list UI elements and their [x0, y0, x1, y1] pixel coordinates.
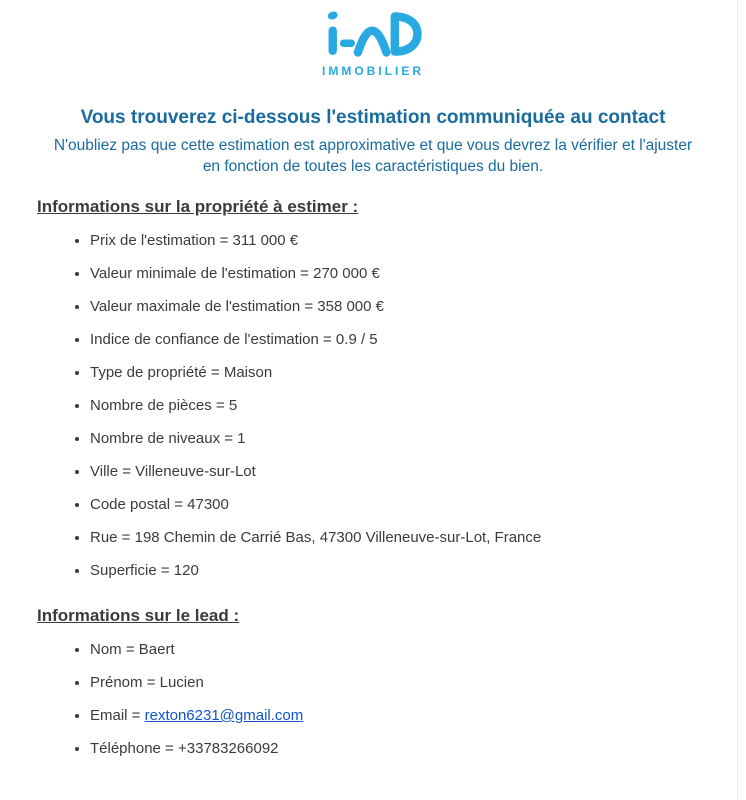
property-section	[37, 197, 709, 580]
subtitle-line-2: en fonction de toutes les caractéristiques du bien.	[202, 158, 544, 175]
list-item: • Indice de confiance de l'estimation = 0.9 / 5	[90, 330, 709, 349]
lead-section-heading: Informations sur le lead :	[37, 606, 240, 625]
list-item: • Nom = Baert	[90, 640, 709, 659]
list-item	[90, 706, 709, 725]
list-item: • Valeur minimale de l'estimation = 270 000 €	[90, 264, 709, 283]
list-item: • Rue = 198 Chemin de Carrié Bas, 47300 Villeneuve-sur-Lot, France	[90, 528, 709, 547]
list-item: • Prénom = Lucien	[90, 673, 709, 692]
page-subtitle	[0, 135, 746, 177]
logo-subtext: IMMOBILIER	[322, 64, 424, 78]
lead-item-list	[37, 640, 709, 758]
list-item: • Nombre de niveaux = 1	[90, 429, 709, 448]
list-item: • Nombre de pièces = 5	[90, 396, 709, 415]
list-item: • Superficie = 120	[90, 561, 709, 580]
list-item: • Téléphone = +33783266092	[90, 739, 709, 758]
property-section-heading: Informations sur la propriété à estimer :	[37, 197, 359, 216]
content-edge-divider	[737, 0, 738, 800]
list-item: • Prix de l'estimation = 311 000 €	[90, 231, 709, 250]
iad-logo-icon	[321, 8, 425, 60]
subtitle-line-1: N'oubliez pas que cette estimation est approximative et que vous devrez la vérifier et l'ajuster	[53, 137, 693, 154]
header	[0, 106, 746, 177]
list-item: • Type de propriété = Maison	[90, 363, 709, 382]
email-link[interactable]: rexton6231@gmail.com	[144, 707, 304, 724]
list-item: • Valeur maximale de l'estimation = 358 000 €	[90, 297, 709, 316]
lead-section	[37, 606, 709, 758]
property-item-list	[37, 231, 709, 580]
list-item: • Ville = Villeneuve-sur-Lot	[90, 462, 709, 481]
list-item: • Code postal = 47300	[90, 495, 709, 514]
brand-logo	[0, 0, 746, 78]
page-title: Vous trouverez ci-dessous l'estimation communiquée au contact	[80, 107, 666, 128]
list-item-text: Email =	[90, 707, 145, 724]
